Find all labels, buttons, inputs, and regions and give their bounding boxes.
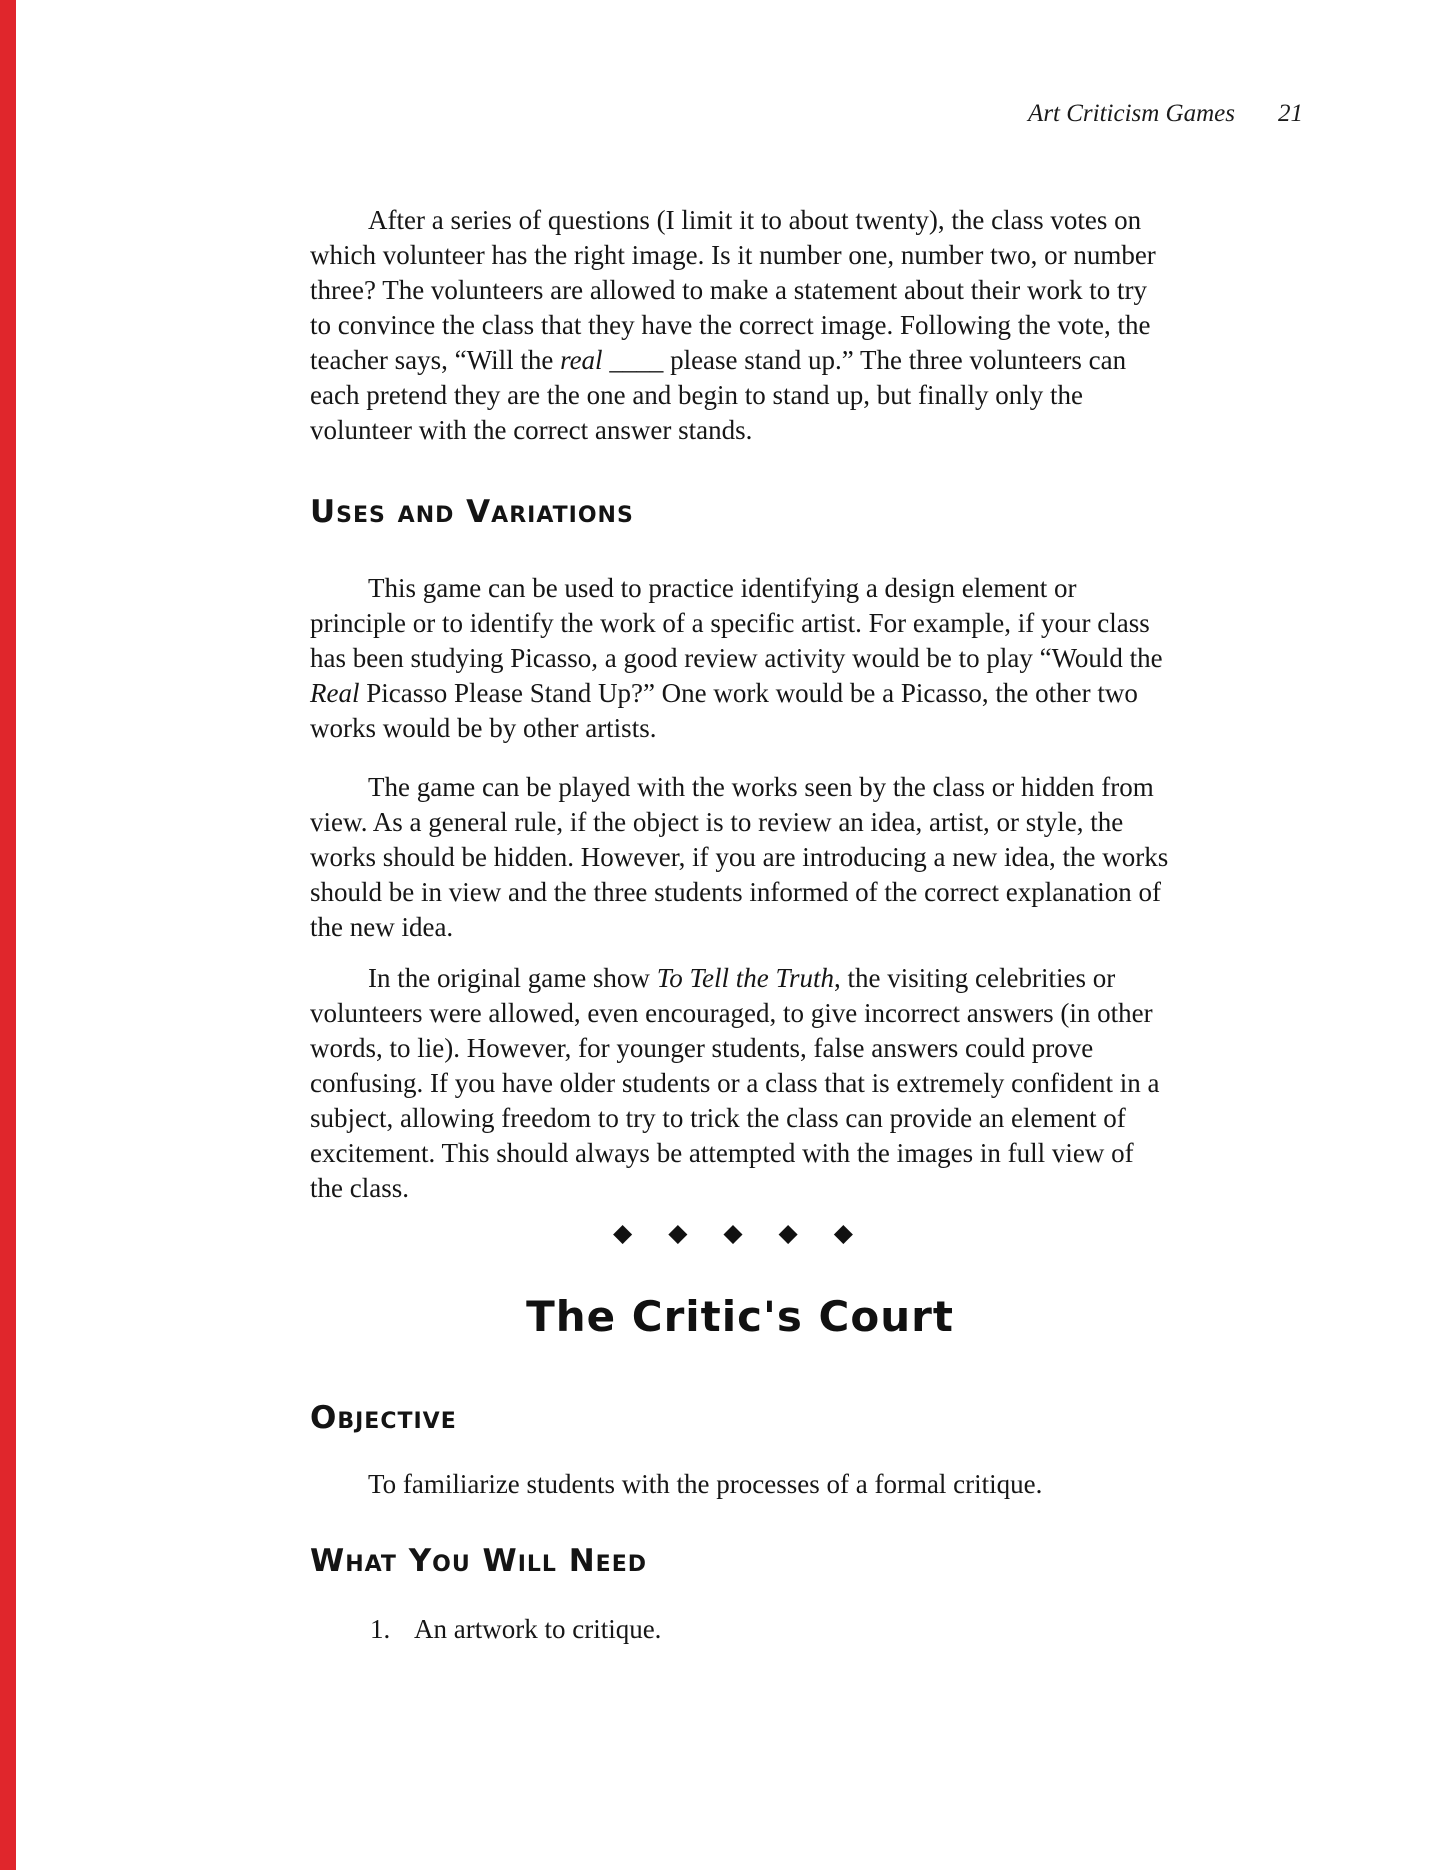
game-title: The Critic's Court: [526, 1292, 954, 1341]
need-list-item-text: An artwork to critique.: [414, 1614, 662, 1644]
running-header: [1028, 100, 1303, 128]
page-number: 21: [1278, 100, 1303, 127]
paragraph-this-game: This game can be used to practice identifying a design element or principle or to identify the work of a specific artist. For example, if your class has been studying Picasso, a good review activity would be to play “Would the Real Picasso Please Stand Up?” One work would be a Picasso, the other two works would be by other artists.: [310, 573, 1163, 743]
running-header-title: Art Criticism Games: [1028, 100, 1235, 127]
need-list-item: [370, 1612, 1170, 1647]
section-heading-uses-and-variations: Uses and Variations: [310, 494, 634, 530]
paragraph-game-can-be-played: The game can be played with the works seen by the class or hidden from view. As a general rule, if the object is to review an idea, artist, or style, the works should be hidden. However, if you are introducing a new idea, the works should be in view and the three students informed of the correct explanation of the new idea.: [310, 772, 1169, 942]
section-heading-objective: Objective: [310, 1400, 457, 1436]
paragraph-after-a-series: After a series of questions (I limit it to about twenty), the class votes on which volunteer has the right image. Is it number one, number two, or number three? The volunteers are allowed to make a statement about their work to try to convince the class that they have the correct image. Following the vote, the teacher says, “Will the real ____ please stand up.” The three volunteers can each pretend they are the one and begin to stand up, but finally only the volunteer with the correct answer stands.: [310, 205, 1156, 445]
paragraph-objective-text: To familiarize students with the processes of a formal critique.: [368, 1469, 1043, 1499]
paragraph-original-game-show: In the original game show To Tell the Truth, the visiting celebrities or volunteers were allowed, even encouraged, to give incorrect answers (in other words, to lie). However, for younger students, false answers could prove confusing. If you have older students or a class that is extremely confident in a subject, allowing freedom to try to trick the class can provide an element of excitement. This should always be attempted with the images in full view of the class.: [310, 963, 1160, 1203]
section-heading-what-you-will-need: What You Will Need: [310, 1543, 648, 1579]
diamond-separator: ◆ ◆ ◆ ◆ ◆: [613, 1218, 867, 1247]
page-edge-stripe: [0, 0, 16, 1870]
need-list-item-number: 1.: [370, 1614, 391, 1644]
need-list: [310, 1612, 1170, 1647]
